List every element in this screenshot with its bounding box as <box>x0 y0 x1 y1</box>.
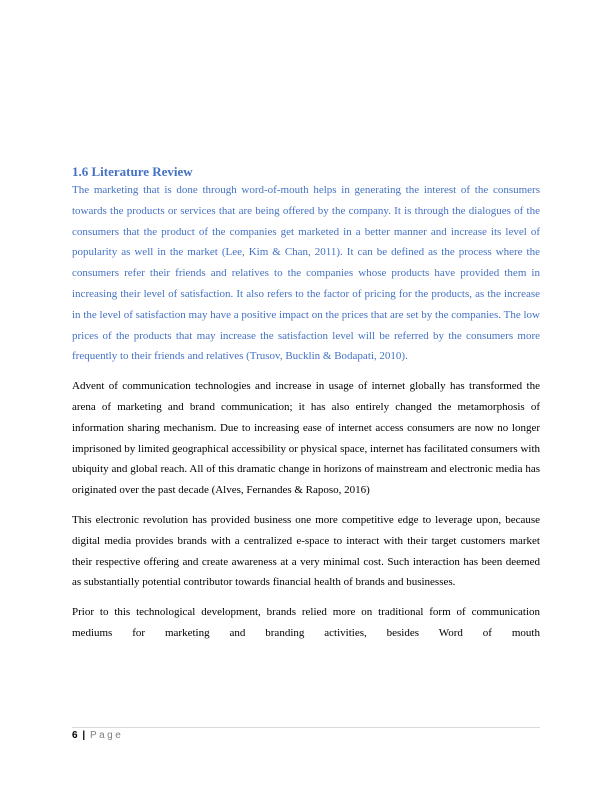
paragraph-communication-technologies: Advent of communication technologies and increase in usage of internet globally has transformed the arena of marketing and brand communication; it has also entirely changed the metamorphosis of information sharing mechanism. Due to increasing ease of internet access consumers are now no longer imprisoned by limited geographical accessibility or physical space, internet has facilitated consumers with ubiquity and global reach. All of this dramatic change in horizons of mainstream and electronic media has originated over the past decade (Alves, Fernandes & Raposo, 2016) <box>72 380 540 497</box>
page-body <box>72 163 540 653</box>
section-heading: 1.6 Literature Review <box>72 164 193 179</box>
paragraph-literature-review: The marketing that is done through word-of-mouth helps in generating the interest of the consumers towards the products or services that are being offered by the company. It is through the dialogues of the consumers that the product of the companies get marketed in a better manner and increase its level of popularity as well in the market (Lee, Kim & Chan, 2011). It can be defined as the process where the consumers refer their friends and relatives to the companies whose products have provided them in increasing their level of satisfaction. It also refers to the factor of pricing for the products, as the increase in the level of satisfaction may have a positive impact on the prices that are set by the companies. The low prices of the products that may increase the satisfaction level will be referred by the consumers more frequently to their friends and relatives (Trusov, Bucklin & Bodapati, 2010). <box>72 184 540 363</box>
page-label: Page <box>89 730 124 741</box>
page-footer <box>72 729 123 743</box>
page-number: 6 <box>72 730 78 741</box>
paragraph-electronic-revolution: This electronic revolution has provided business one more competitive edge to leverage upon, because digital media provides brands with a centralized e-space to interact with their target customers market their respective offering and create awareness at a very minimal cost. Such interaction has been deemed as substantially potential contributor towards financial health of brands and businesses. <box>72 513 540 589</box>
footer-separator: | <box>82 730 86 741</box>
footer-divider <box>72 727 540 728</box>
paragraph-prior-development: Prior to this technological development, brands relied more on traditional form of communication mediums for marketing and branding activities, besides Word of mouth <box>72 606 540 639</box>
